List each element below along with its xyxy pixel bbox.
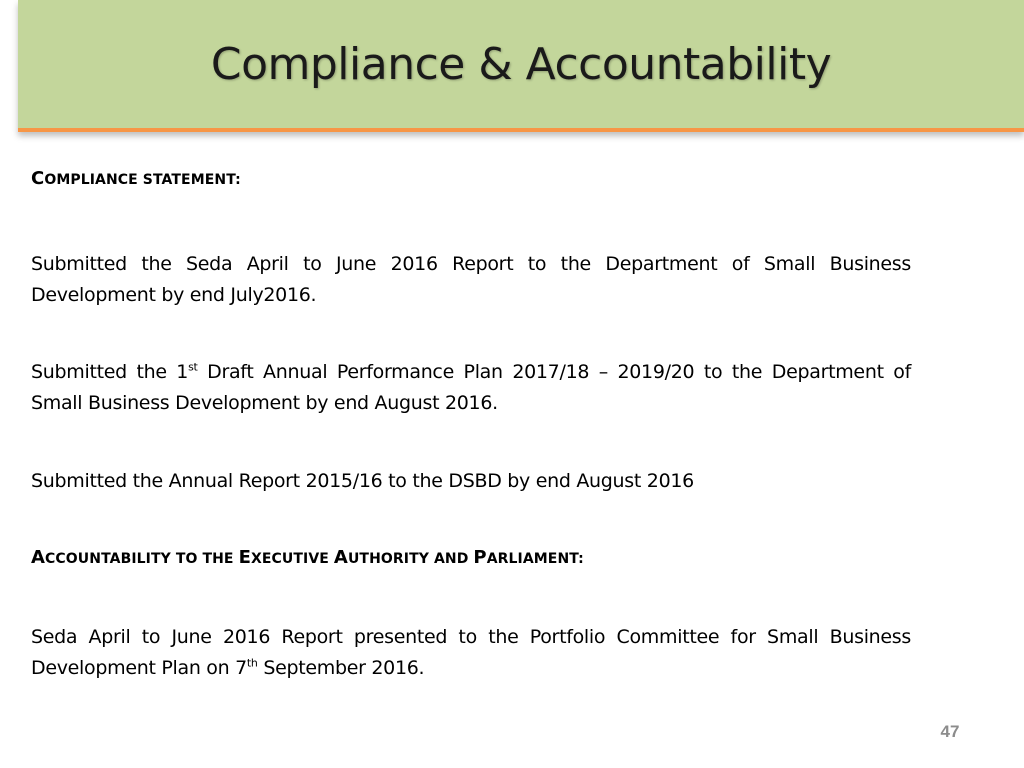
accountability-item-1: Seda April to June 2016 Report presented to the Portfolio Committee for Small Business Development Plan on 7th September 2016. xyxy=(31,626,911,679)
title-banner xyxy=(18,0,1024,132)
accountability-heading: ACCOUNTABILITY TO THE EXECUTIVE AUTHORITY AND PARLIAMENT: xyxy=(31,547,584,568)
compliance-item-2: Submitted the 1st Draft Annual Performance Plan 2017/18 – 2019/20 to the Department of Small Business Development by end August 2016. xyxy=(31,360,911,414)
compliance-item-1: Submitted the Seda April to June 2016 Report to the Department of Small Business Development by end July2016. xyxy=(31,253,911,306)
compliance-item-3: Submitted the Annual Report 2015/16 to the DSBD by end August 2016 xyxy=(31,470,694,492)
compliance-heading: COMPLIANCE STATEMENT: xyxy=(31,168,241,189)
slide-content xyxy=(31,168,911,684)
page-number: 47 xyxy=(940,722,960,741)
slide-title: Compliance & Accountability xyxy=(210,38,832,90)
